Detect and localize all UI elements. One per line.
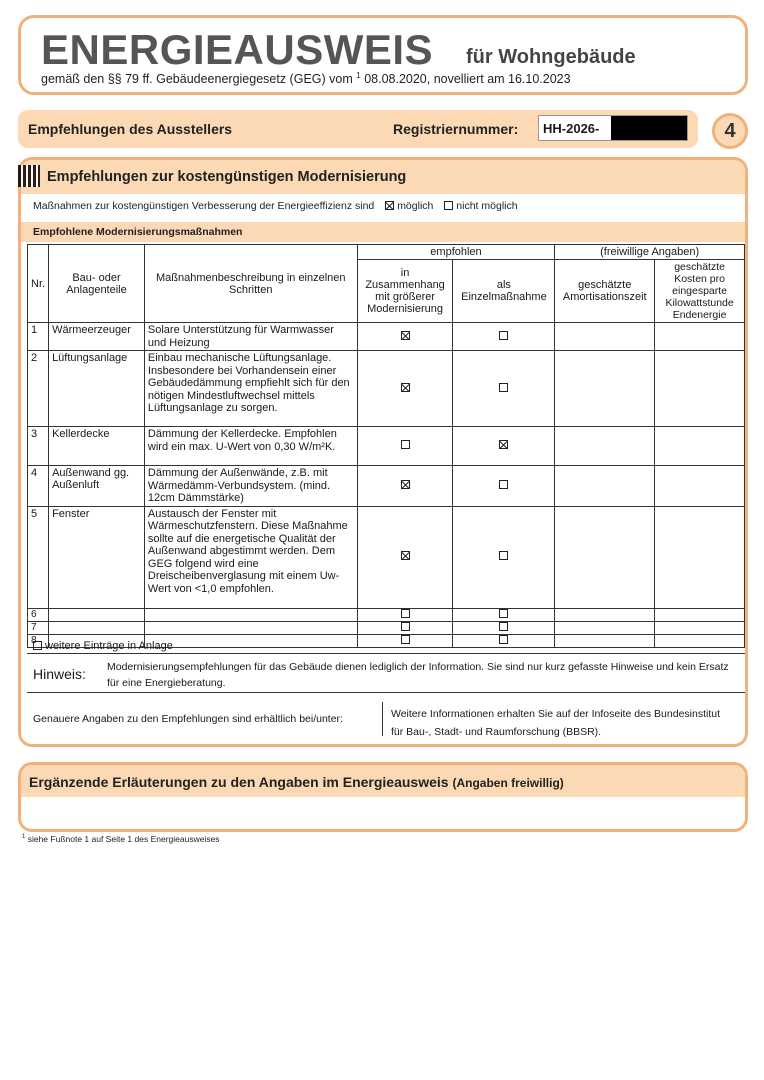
row-amortization <box>555 466 655 507</box>
possible-label: möglich <box>397 200 434 212</box>
supplement-section <box>18 762 748 832</box>
row-part: Außenwand gg. Außenluft <box>49 466 145 507</box>
modernization-header <box>21 160 745 194</box>
footnote-text: siehe Fußnote 1 auf Seite 1 des Energieausweises <box>27 834 220 844</box>
row-nr: 3 <box>28 427 49 466</box>
row-part <box>49 608 145 621</box>
combined-checkbox[interactable] <box>401 622 410 631</box>
recommended-measures-title: Empfohlene Modernisierungsmaßnahmen <box>33 226 243 238</box>
row-combined <box>357 634 453 647</box>
hint-text: Modernisierungsempfehlungen für das Gebäude dienen lediglich der Information. Sie sind nur kurz gefasste Hinweise und kein Ersatz für eine Energieberatung. <box>107 661 729 689</box>
divider <box>382 702 383 736</box>
row-combined <box>357 427 453 466</box>
row-single <box>453 634 555 647</box>
row-desc: Solare Unterstützung für Warmwasser und Heizung <box>144 323 357 351</box>
modernization-section <box>18 157 748 747</box>
redaction-block <box>611 116 687 140</box>
row-cost <box>655 323 745 351</box>
legal-post: 08.08.2020, novelliert am 16.10.2023 <box>364 72 571 87</box>
row-nr: 6 <box>28 608 49 621</box>
row-amortization <box>555 506 655 608</box>
measures-table <box>27 244 745 648</box>
row-cost <box>655 634 745 647</box>
modernization-title: Empfehlungen zur kostengünstigen Modernisierung <box>47 169 407 185</box>
table-row <box>28 427 745 466</box>
not-possible-checkbox[interactable] <box>444 201 453 210</box>
single-checkbox[interactable] <box>499 622 508 631</box>
table-row <box>28 466 745 507</box>
single-checkbox[interactable] <box>499 551 508 560</box>
row-part: Kellerdecke <box>49 427 145 466</box>
col-single: als Einzelmaßnahme <box>453 260 555 323</box>
certificate-header <box>18 15 748 95</box>
row-nr: 4 <box>28 466 49 507</box>
recommended-measures-header <box>21 222 745 242</box>
more-entries-label: weitere Einträge in Anlage <box>45 640 173 652</box>
possible-checkbox[interactable] <box>385 201 394 210</box>
row-part <box>49 621 145 634</box>
more-entries-checkbox[interactable] <box>33 641 42 650</box>
combined-checkbox[interactable] <box>401 331 410 340</box>
section-bar <box>18 110 698 148</box>
col-combined: in Zusammenhang mit größerer Modernisierung <box>357 260 453 323</box>
more-info-left: Genauere Angaben zu den Empfehlungen sind erhältlich bei/unter: <box>33 713 343 725</box>
row-single <box>453 351 555 427</box>
row-nr: 5 <box>28 506 49 608</box>
more-info-right: Weitere Informationen erhalten Sie auf der Infoseite des Bundesinstitut für Bau-, Stadt- und Raumforschung (BBSR). <box>391 708 721 738</box>
row-single <box>453 427 555 466</box>
row-part: Wärmeerzeuger <box>49 323 145 351</box>
row-cost <box>655 427 745 466</box>
row-combined <box>357 621 453 634</box>
combined-checkbox[interactable] <box>401 635 410 644</box>
not-possible-label: nicht möglich <box>456 200 518 212</box>
single-checkbox[interactable] <box>499 480 508 489</box>
row-desc <box>144 634 357 647</box>
row-combined <box>357 351 453 427</box>
row-desc <box>144 621 357 634</box>
col-amortization: geschätzte Amortisationszeit <box>555 260 655 323</box>
row-combined <box>357 323 453 351</box>
row-desc: Dämmung der Kellerdecke. Empfohlen wird ein max. U-Wert von 0,30 W/m²K. <box>144 427 357 466</box>
row-desc: Dämmung der Außenwände, z.B. mit Wärmedämm-Verbundsystem. (mind. 12cm Dämmstärke) <box>144 466 357 507</box>
supplement-header <box>21 765 745 797</box>
table-row <box>28 621 745 634</box>
hint-label: Hinweis: <box>33 666 86 682</box>
row-part: Lüftungsanlage <box>49 351 145 427</box>
combined-checkbox[interactable] <box>401 480 410 489</box>
combined-checkbox[interactable] <box>401 440 410 449</box>
row-single <box>453 608 555 621</box>
col-nr: Nr. <box>28 245 49 323</box>
combined-checkbox[interactable] <box>401 609 410 618</box>
row-amortization <box>555 608 655 621</box>
combined-checkbox[interactable] <box>401 551 410 560</box>
registration-number-box <box>538 115 688 141</box>
legal-pre: gemäß den §§ 79 ff. Gebäudeenergiegesetz (GEG) vom <box>41 72 353 87</box>
legal-footnote-ref: 1 <box>356 71 361 80</box>
row-amortization <box>555 351 655 427</box>
row-single <box>453 466 555 507</box>
row-desc <box>144 608 357 621</box>
row-part: Fenster <box>49 506 145 608</box>
section-label: Empfehlungen des Ausstellers <box>28 121 233 137</box>
single-checkbox[interactable] <box>499 383 508 392</box>
row-single <box>453 506 555 608</box>
row-combined <box>357 506 453 608</box>
col-recommended: empfohlen <box>357 245 555 260</box>
table-row <box>28 506 745 608</box>
col-cost: geschätzte Kosten pro eingesparte Kilowattstunde Endenergie <box>655 260 745 323</box>
row-nr: 2 <box>28 351 49 427</box>
more-entries <box>33 640 173 652</box>
row-combined <box>357 608 453 621</box>
table-row <box>28 323 745 351</box>
col-desc: Maßnahmenbeschreibung in einzelnen Schritten <box>144 245 357 323</box>
row-desc: Austausch der Fenster mit Wärmeschutzfenstern. Diese Maßnahme sollte auf die energetische Qualität der Außenwand abgestimmt werden. Dem GEG folgend wird eine Dreischeibenverglasung mit einem Uw-Wert von <1,0 empfohlen. <box>144 506 357 608</box>
row-amortization <box>555 634 655 647</box>
registration-number: HH-2026- <box>543 121 600 136</box>
row-cost <box>655 621 745 634</box>
qr-code-icon <box>18 165 40 187</box>
table-row <box>28 351 745 427</box>
col-optional: (freiwillige Angaben) <box>555 245 745 260</box>
single-checkbox[interactable] <box>499 609 508 618</box>
registration-label: Registriernummer: <box>393 121 519 137</box>
row-cost <box>655 506 745 608</box>
measures-text: Maßnahmen zur kostengünstigen Verbesserung der Energieeffizienz sind <box>33 200 375 212</box>
row-cost <box>655 608 745 621</box>
legal-basis <box>41 71 571 86</box>
row-amortization <box>555 427 655 466</box>
row-nr: 1 <box>28 323 49 351</box>
row-nr: 7 <box>28 621 49 634</box>
row-combined <box>357 466 453 507</box>
single-checkbox[interactable] <box>499 635 508 644</box>
row-desc: Einbau mechanische Lüftungsanlage. Insbesondere bei Vorhandensein einer Gebäudedämmung empfiehlt sich für den nötigen Mindestluftwechsel mittels Lüftungsanlage zu sorgen. <box>144 351 357 427</box>
row-amortization <box>555 621 655 634</box>
supplement-title-note: (Angaben freiwillig) <box>452 776 564 790</box>
footnote <box>22 834 220 844</box>
supplement-title <box>29 774 564 790</box>
row-nr: 8 <box>28 634 49 647</box>
table-row <box>28 608 745 621</box>
single-checkbox[interactable] <box>499 440 508 449</box>
page-number-badge: 4 <box>712 113 748 149</box>
certificate-subtitle: für Wohngebäude <box>466 46 636 68</box>
row-single <box>453 621 555 634</box>
row-amortization <box>555 323 655 351</box>
col-part: Bau- oder Anlagenteile <box>49 245 145 323</box>
row-cost <box>655 466 745 507</box>
row-single <box>453 323 555 351</box>
combined-checkbox[interactable] <box>401 383 410 392</box>
footnote-number: 1 <box>22 834 26 841</box>
supplement-title-main: Ergänzende Erläuterungen zu den Angaben im Energieausweis <box>29 774 449 790</box>
measures-line <box>33 200 518 212</box>
certificate-title: ENERGIEAUSWEIS <box>41 26 434 73</box>
row-cost <box>655 351 745 427</box>
single-checkbox[interactable] <box>499 331 508 340</box>
hint-box <box>27 653 745 693</box>
